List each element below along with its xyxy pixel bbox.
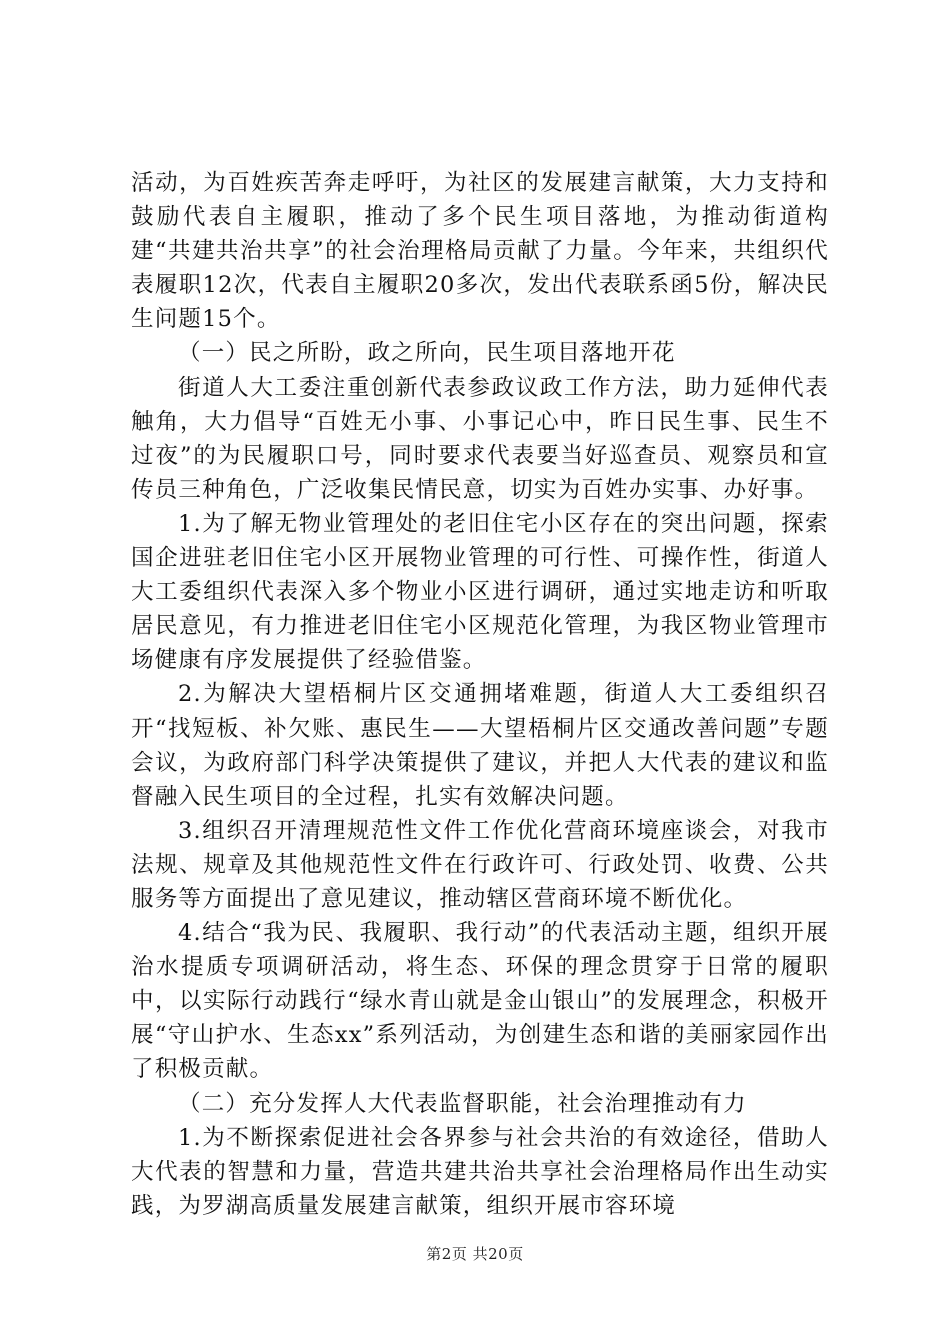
paragraph-item-3: 3.组织召开清理规范性文件工作优化营商环境座谈会，对我市法规、规章及其他规范性文件在行政许可、行政处罚、收费、公共服务等方面提出了意见建议，推动辖区营商环境不断优化。 — [131, 817, 829, 912]
document-body — [131, 166, 829, 1223]
section-heading-2: （二）充分发挥人大代表监督职能，社会治理推动有力 — [178, 1090, 747, 1117]
paragraph-item-2: 2.为解决大望梧桐片区交通拥堵难题，街道人大工委组织召开“找短板、补欠账、惠民生——大望梧桐片区交通改善问题”专题会议，为政府部门科学决策提供了建议，并把人大代表的建议和监督融入民生项目的全过程，扎实有效解决问题。 — [131, 681, 829, 810]
paragraph-item-5: 1.为不断探索促进社会各界参与社会共治的有效途径，借助人大代表的智慧和力量，营造共建共治共享社会治理格局作出生动实践，为罗湖高质量发展建言献策，组织开展市容环境 — [131, 1124, 829, 1219]
page-footer — [0, 1243, 950, 1264]
paragraph-item-1: 1.为了解无物业管理处的老旧住宅小区存在的突出问题，探索国企进驻老旧住宅小区开展物业管理的可行性、可操作性，街道人大工委组织代表深入多个物业小区进行调研，通过实地走访和听取居民意见，有力推进老旧住宅小区规范化管理，为我区物业管理市场健康有序发展提供了经验借鉴。 — [131, 510, 829, 674]
section-heading-1: （一）民之所盼，政之所向，民生项目落地开花 — [178, 340, 676, 367]
page-number-label: 第2页 共20页 — [426, 1245, 524, 1263]
paragraph-intro: 街道人大工委注重创新代表参政议政工作方法，助力延伸代表触角，大力倡导“百姓无小事、小事记心中，昨日民生事、民生不过夜”的为民履职口号，同时要求代表要当好巡查员、观察员和宣传员三种角色，广泛收集民情民意，切实为百姓办实事、办好事。 — [131, 374, 829, 503]
paragraph-item-4: 4.结合“我为民、我履职、我行动”的代表活动主题，组织开展治水提质专项调研活动，将生态、环保的理念贯穿于日常的履职中，以实际行动践行“绿水青山就是金山银山”的发展理念，积极开展“守山护水、生态xx”系列活动，为创建生态和谐的美丽家园作出了积极贡献。 — [131, 920, 829, 1083]
paragraph-continuation: 活动，为百姓疾苦奔走呼吁，为社区的发展建言献策，大力支持和鼓励代表自主履职，推动了多个民生项目落地，为推动街道构建“共建共治共享”的社会治理格局贡献了力量。今年来，共组织代表履职12次，代表自主履职20多次，发出代表联系函5份，解决民生问题15个。 — [131, 170, 829, 333]
